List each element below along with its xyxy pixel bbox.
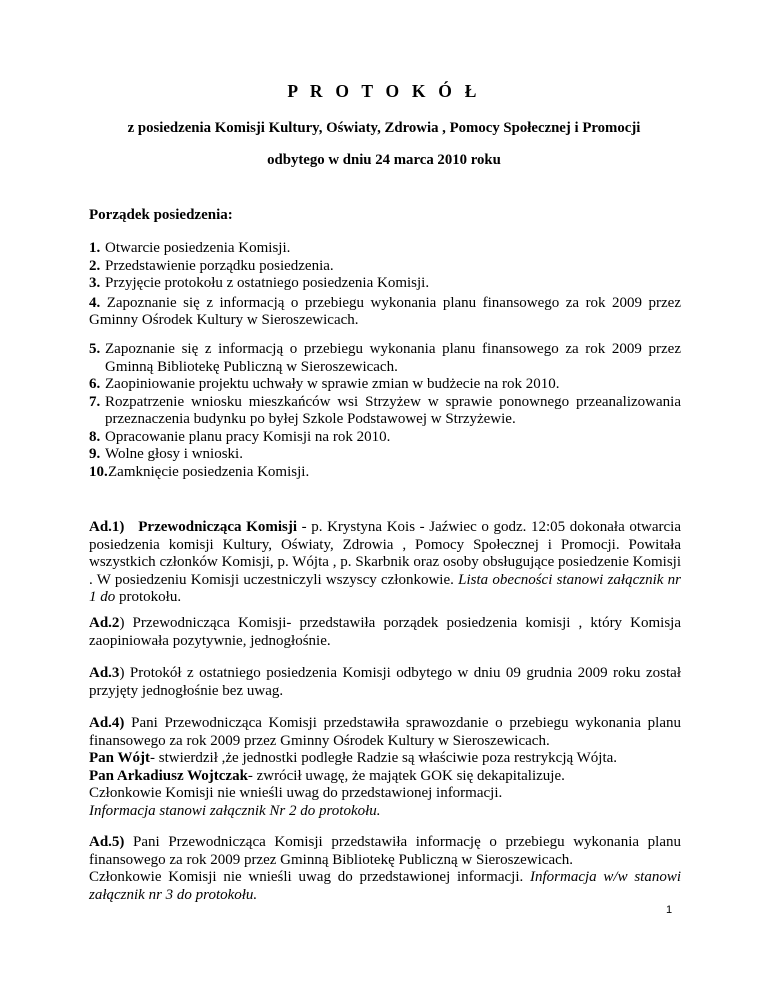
statement-text: - zwrócił uwagę, że majątek GOK się dekapitalizuje.: [247, 767, 565, 784]
section-text-tail: protokołu.: [115, 589, 182, 605]
section-paragraph: [89, 715, 681, 750]
agenda-item: [89, 446, 681, 464]
agenda-item-number: 7.: [89, 393, 101, 410]
section-ad2: [89, 615, 681, 650]
section-label: Ad.5): [89, 834, 125, 850]
speaker-name: Pan Wójt: [89, 750, 150, 766]
page-number: 1: [666, 904, 673, 916]
agenda-item: [89, 394, 681, 429]
agenda-item: [89, 275, 681, 293]
agenda-item-text: Rozpatrzenie wniosku mieszkańców wsi Strzyżew w sprawie ponownego przeanalizowania przeznaczenia budynku po byłej Szkole Podstawowej w Strzyżewie.: [105, 393, 681, 427]
meeting-date: odbytego w dniu 24 marca 2010 roku: [267, 152, 501, 168]
agenda-item-text: Opracowanie planu pracy Komisji na rok 2010.: [105, 428, 391, 445]
statement-line: [89, 750, 681, 768]
attachment-note: Informacja stanowi załącznik Nr 2 do protokołu.: [89, 802, 381, 819]
agenda-item-number: 2.: [89, 257, 101, 274]
agenda-item-number: 8.: [89, 428, 101, 445]
statement-line: [89, 768, 681, 786]
document-title: P R O T O K Ó Ł: [287, 81, 481, 101]
document-subtitle: z posiedzenia Komisji Kultury, Oświaty, Zdrowia , Pomocy Społecznej i Promocji: [127, 120, 641, 136]
agenda-item-text: Otwarcie posiedzenia Komisji.: [105, 240, 291, 256]
section-label: Ad.2: [89, 615, 120, 631]
agenda-item: [89, 341, 681, 376]
attendance-note: Lista obecności stanowi załącznik nr 1 do: [89, 571, 681, 605]
chairwoman-name: Przewodnicząca Komisji: [138, 519, 298, 535]
agenda-item-text: Zamknięcie posiedzenia Komisji.: [108, 463, 310, 480]
agenda-item-number: 3.: [89, 275, 101, 291]
agenda-item-text: Przyjęcie protokołu z ostatniego posiedzenia Komisji.: [105, 275, 430, 291]
agenda-item-text: Przedstawienie porządku posiedzenia.: [105, 257, 334, 274]
section-label: Ad.3: [89, 665, 120, 681]
statement-text: Członkowie Komisji nie wnieśli uwag do przedstawionej informacji.: [89, 869, 530, 885]
statement-text: - stwierdził ,że jednostki podległe Radzie są właściwie poza restrykcją Wójta.: [149, 750, 618, 766]
agenda-item-number: 5.: [89, 341, 101, 357]
section-ad4: [89, 715, 681, 820]
section-label: Ad.1): [89, 519, 125, 535]
section-text: - p. Krystyna Kois - Jaźwiec o godz. 12:05 dokonała otwarcia posiedzenia komisji Kultury, Oświaty, Zdrowia , Pomocy Społecznej i Promocji. Powitała wszystkich członków Komisji, p. Wójta , p. Skarbnik oraz osoby obsługujące posiedzenie Komisji . W posiedzeniu Komisji uczestniczyli wszyscy członkowie.: [89, 519, 682, 588]
agenda-item: [89, 240, 681, 258]
section-ad1: [89, 519, 681, 607]
statement-line: Członkowie Komisji nie wnieśli uwag do przedstawionej informacji.: [89, 785, 503, 801]
section-text: Pani Przewodnicząca Komisji przedstawiła informację o przebiegu wykonania planu finansowego za rok 2009 przez Gminną Bibliotekę Publiczną w Sieroszewicach.: [89, 834, 681, 868]
agenda-item: [89, 295, 681, 330]
agenda-heading: Porządek posiedzenia:: [89, 207, 233, 223]
agenda-item-text: Zaopiniowanie projektu uchwały w sprawie zmian w budżecie na rok 2010.: [105, 376, 560, 392]
section-text: ) Protokół z ostatniego posiedzenia Komisji odbytego w dniu 09 grudnia 2009 roku został przyjęty jednogłośnie bez uwag.: [89, 665, 681, 699]
speaker-name: Pan Arkadiusz Wojtczak: [89, 767, 248, 784]
agenda-item-text: Zapoznanie się z informacją o przebiegu wykonania planu finansowego za rok 2009 przez Gminną Bibliotekę Publiczną w Sieroszewicach.: [105, 341, 681, 375]
attachment-note: Informacja w/w stanowi załącznik nr 3 do protokołu.: [89, 869, 682, 903]
section-ad3: [89, 665, 681, 700]
agenda-item-number: 1.: [89, 240, 101, 256]
section-ad5: [89, 834, 681, 904]
agenda-item: [89, 258, 681, 276]
agenda-list: [89, 240, 681, 330]
agenda-item-number: 10.: [89, 463, 108, 480]
agenda-item-number: 6.: [89, 376, 101, 392]
section-text: Pani Przewodnicząca Komisji przedstawiła sprawozdanie o przebiegu wykonania planu finansowego za rok 2009 przez Gminny Ośrodek Kultury w Sieroszewicach.: [89, 715, 681, 749]
agenda-item-number: 4.: [89, 294, 101, 311]
agenda-item-text: Wolne głosy i wnioski.: [105, 446, 243, 462]
section-label: Ad.4): [89, 715, 125, 731]
agenda-item: [89, 429, 681, 447]
agenda-item-number: 9.: [89, 446, 101, 462]
agenda-list-continued: [89, 341, 681, 481]
agenda-item: [89, 376, 681, 394]
agenda-item: [89, 464, 681, 482]
section-text: ) Przewodnicząca Komisji- przedstawiła porządek posiedzenia komisji , który Komisja zaopiniowała pozytywnie, jednogłośnie.: [89, 615, 681, 649]
agenda-item-text: Zapoznanie się z informacją o przebiegu wykonania planu finansowego za rok 2009 przez Gminny Ośrodek Kultury w Sieroszewicach.: [89, 294, 681, 328]
